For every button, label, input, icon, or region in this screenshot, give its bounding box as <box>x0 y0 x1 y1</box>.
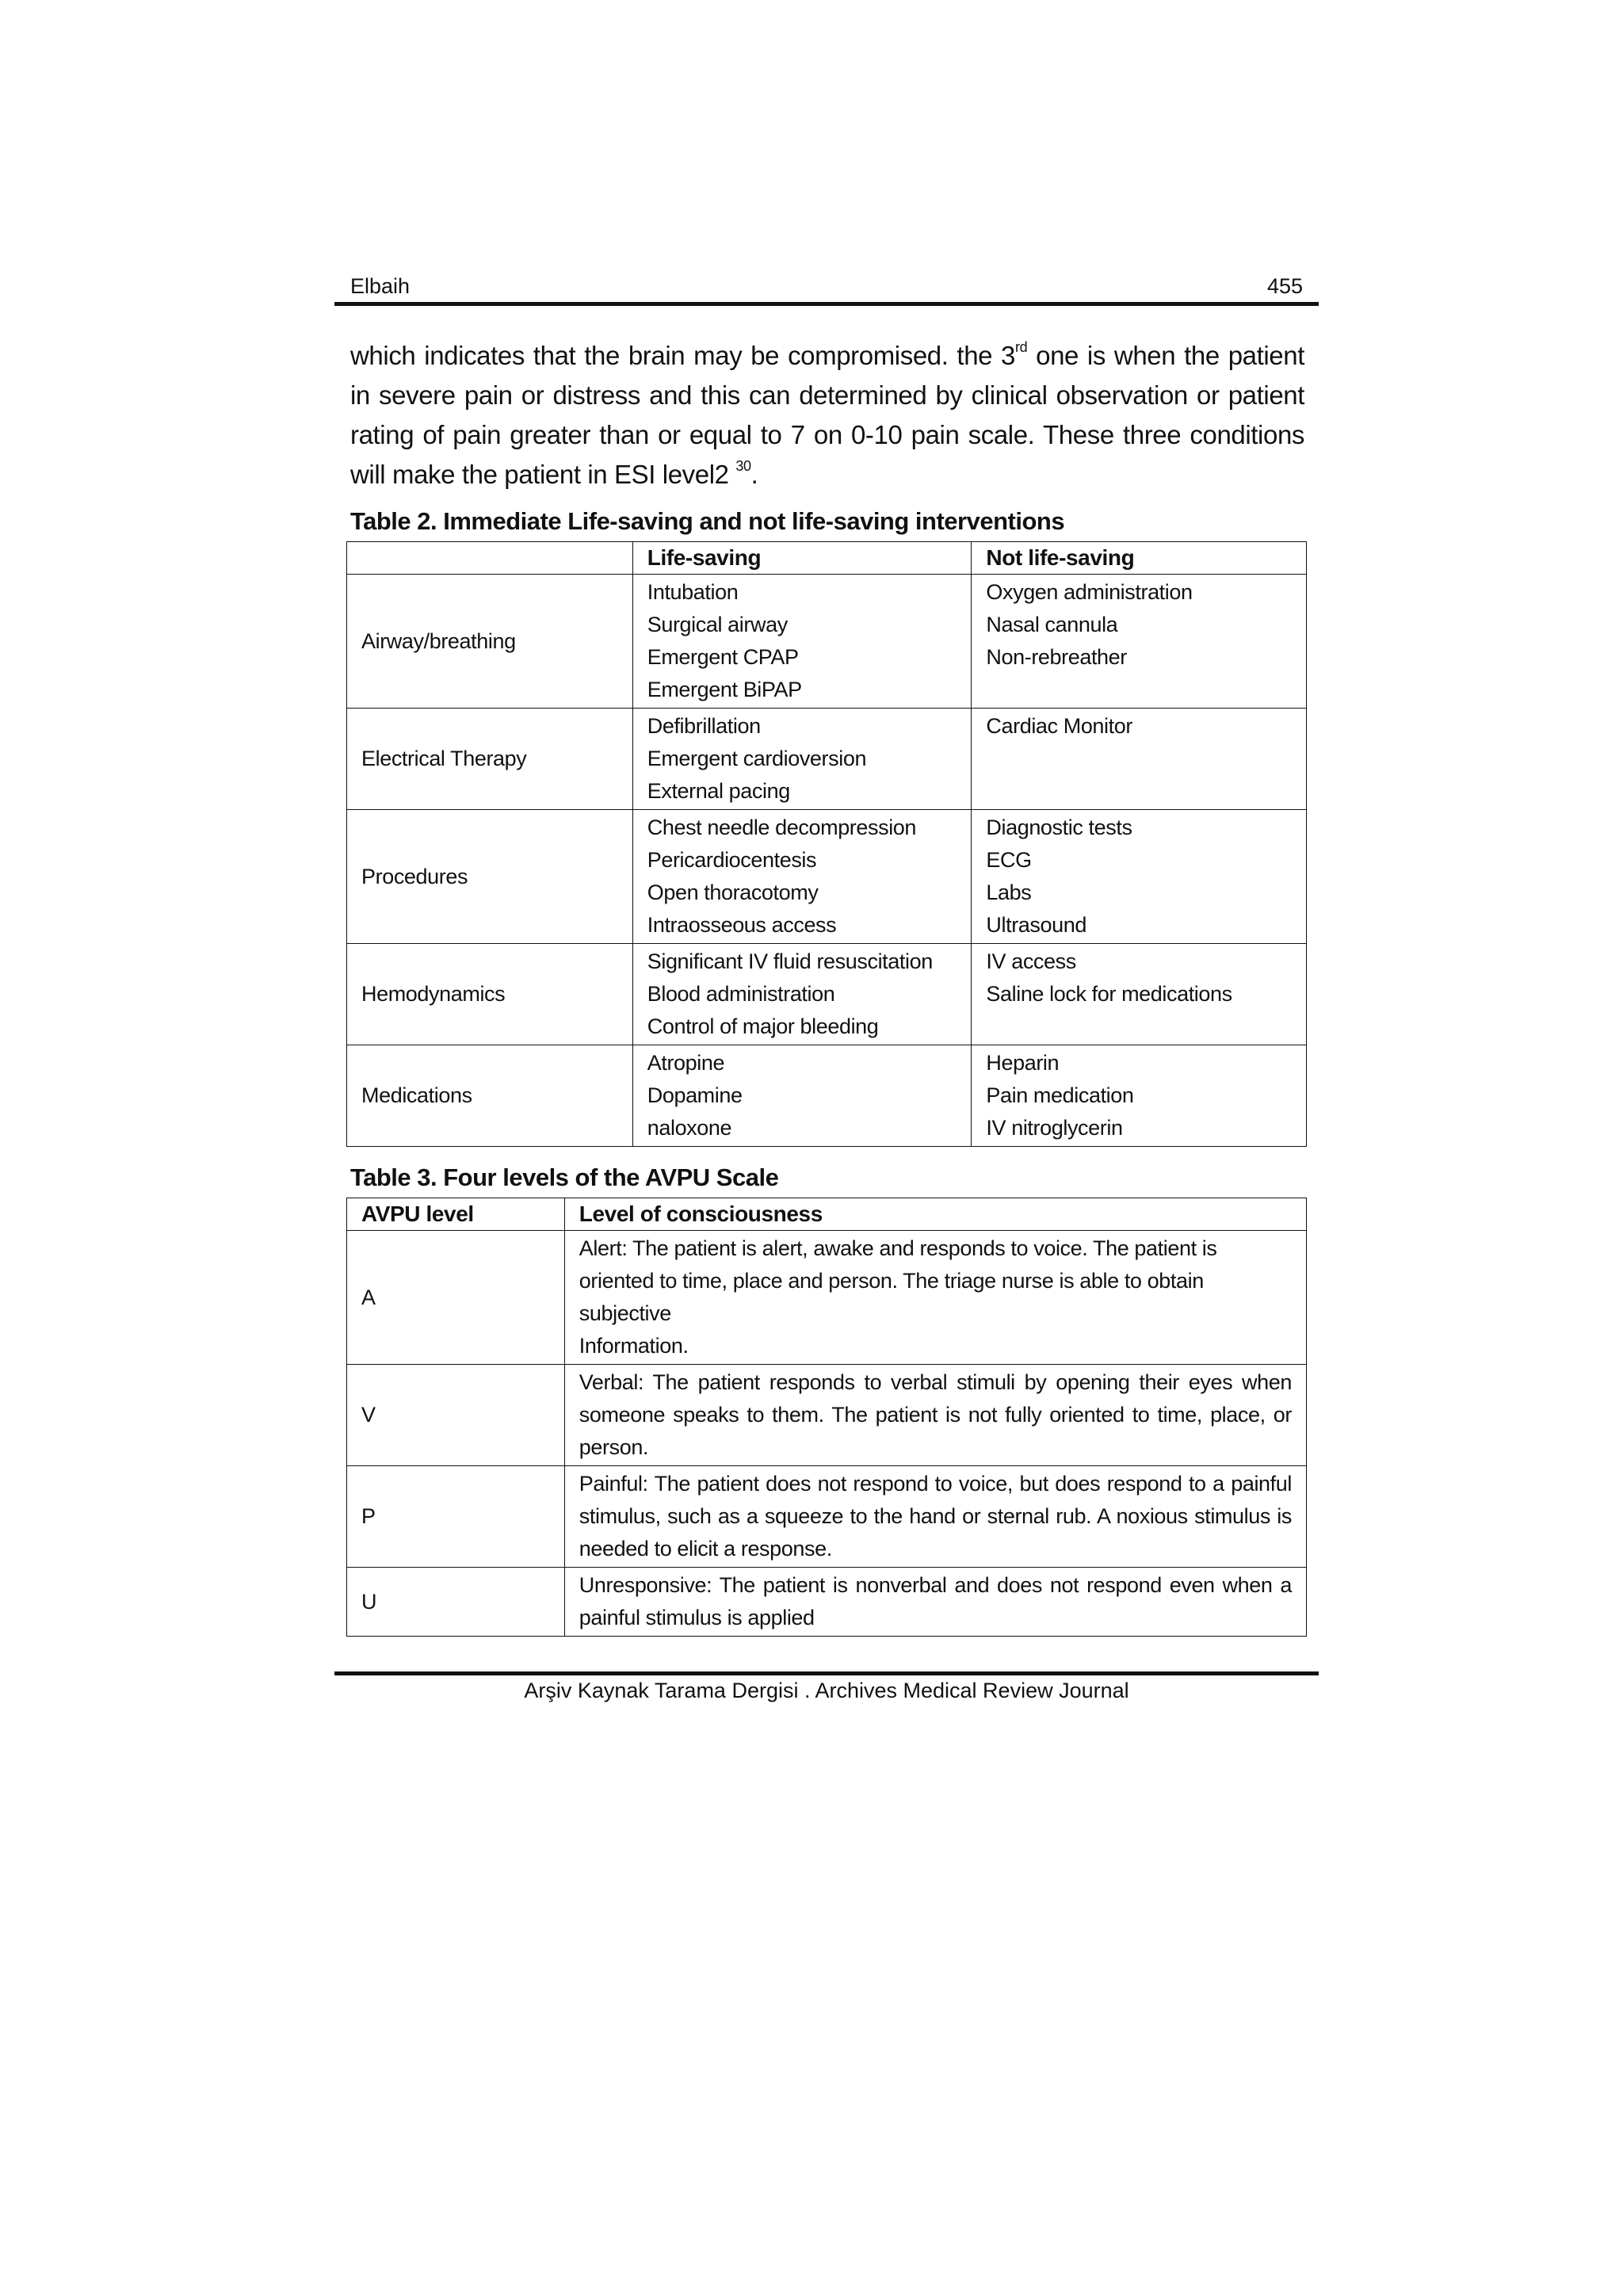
table-row <box>347 1466 1307 1568</box>
consciousness-description: Unresponsive: The patient is nonverbal and does not respond even when a painful stimulus is applied <box>564 1568 1306 1637</box>
avpu-level-cell: V <box>347 1365 565 1466</box>
list-item: Emergent cardioversion <box>647 747 867 770</box>
table-row <box>347 575 1307 709</box>
table-header-row <box>347 1198 1307 1231</box>
list-item: Emergent CPAP <box>647 645 799 669</box>
list-item: Chest needle decompression <box>647 816 917 839</box>
not-life-saving-cell <box>972 709 1307 810</box>
list-item: Cardiac Monitor <box>986 714 1132 738</box>
header-author: Elbaih <box>350 274 411 298</box>
list-item: IV nitroglycerin <box>986 1116 1123 1140</box>
life-saving-cell <box>632 1045 972 1147</box>
header-page-number: 455 <box>1266 274 1303 298</box>
list-item: Surgical airway <box>647 613 788 636</box>
list-item: Saline lock for medications <box>986 982 1232 1006</box>
list-item: Blood administration <box>647 982 835 1006</box>
description-text: Alert: The patient is alert, awake and responds to voice. The patient is oriented to time, place and person. The triage nurse is able to obtain subjective <box>579 1236 1217 1325</box>
list-item: Heparin <box>986 1051 1060 1075</box>
list-item: Oxygen administration <box>986 580 1193 604</box>
life-saving-cell <box>632 575 972 709</box>
header-cell-empty <box>347 542 633 575</box>
list-item: IV access <box>986 949 1076 973</box>
row-label: Electrical Therapy <box>347 709 633 810</box>
interventions-table <box>346 541 1307 1147</box>
paragraph-text-3: . <box>750 460 758 489</box>
journal-footer: Arşiv Kaynak Tarama Dergisi . Archives Medical Review Journal <box>524 1679 1129 1702</box>
list-item: External pacing <box>647 779 790 803</box>
header-cell-avpu-level: AVPU level <box>347 1198 565 1231</box>
header-cell-not-life-saving: Not life-saving <box>972 542 1307 575</box>
list-item: Nasal cannula <box>986 613 1118 636</box>
list-item: Pain medication <box>986 1083 1134 1107</box>
body-paragraph <box>350 336 1304 495</box>
citation-superscript: 30 <box>735 458 751 474</box>
not-life-saving-cell <box>972 575 1307 709</box>
list-item: Atropine <box>647 1051 725 1075</box>
list-item: ECG <box>986 848 1032 872</box>
row-label: Hemodynamics <box>347 944 633 1045</box>
life-saving-cell <box>632 709 972 810</box>
list-item: Significant IV fluid resuscitation <box>647 949 933 973</box>
header-rule <box>334 302 1319 306</box>
list-item: Emergent BiPAP <box>647 678 802 701</box>
running-header <box>334 274 1319 306</box>
table2-caption: Table 2. Immediate Life-saving and not life-saving interventions <box>350 507 1065 535</box>
table-row <box>347 1231 1307 1365</box>
row-label: Medications <box>347 1045 633 1147</box>
list-item: Intubation <box>647 580 739 604</box>
not-life-saving-cell <box>972 944 1307 1045</box>
list-item: Diagnostic tests <box>986 816 1132 839</box>
list-item: Control of major bleeding <box>647 1014 879 1038</box>
table-row <box>347 810 1307 944</box>
header-cell-consciousness: Level of consciousness <box>564 1198 1306 1231</box>
list-item: Ultrasound <box>986 913 1086 937</box>
life-saving-cell <box>632 944 972 1045</box>
list-item: Dopamine <box>647 1083 743 1107</box>
avpu-level-cell: P <box>347 1466 565 1568</box>
header-cell-life-saving: Life-saving <box>632 542 972 575</box>
paragraph-text-1: which indicates that the brain may be compromised. the 3 <box>350 341 1015 370</box>
not-life-saving-cell <box>972 1045 1307 1147</box>
consciousness-description <box>564 1231 1306 1365</box>
description-text-continued: Information. <box>579 1334 689 1358</box>
life-saving-cell <box>632 810 972 944</box>
table-row <box>347 709 1307 810</box>
row-label: Procedures <box>347 810 633 944</box>
table-header-row <box>347 542 1307 575</box>
row-label: Airway/breathing <box>347 575 633 709</box>
table3-caption: Table 3. Four levels of the AVPU Scale <box>350 1163 779 1191</box>
table-row <box>347 1365 1307 1466</box>
avpu-level-cell: A <box>347 1231 565 1365</box>
list-item: Open thoracotomy <box>647 881 819 904</box>
not-life-saving-cell <box>972 810 1307 944</box>
table-row <box>347 1568 1307 1637</box>
consciousness-description: Painful: The patient does not respond to voice, but does respond to a painful stimulus, such as a squeeze to the hand or sternal rub. A noxious stimulus is needed to elicit a response. <box>564 1466 1306 1568</box>
list-item: Pericardiocentesis <box>647 848 817 872</box>
avpu-level-cell: U <box>347 1568 565 1637</box>
list-item: Defibrillation <box>647 714 761 738</box>
avpu-table <box>346 1198 1307 1637</box>
paragraph-text-2: one is when the patient in severe pain or distress and this can determined by clinical observation or patient rating of pain greater than or equal to 7 on 0-10 pain scale. These three conditions will make the patient in ESI level2 <box>350 341 1304 489</box>
consciousness-description: Verbal: The patient responds to verbal stimuli by opening their eyes when someone speaks to them. The patient is not fully oriented to time, place, or person. <box>564 1365 1306 1466</box>
list-item: Intraosseous access <box>647 913 837 937</box>
table-row <box>347 1045 1307 1147</box>
list-item: Non-rebreather <box>986 645 1127 669</box>
list-item: Labs <box>986 881 1032 904</box>
table-row <box>347 944 1307 1045</box>
footer-rule <box>334 1671 1319 1675</box>
list-item: naloxone <box>647 1116 732 1140</box>
ordinal-superscript: rd <box>1014 339 1028 355</box>
